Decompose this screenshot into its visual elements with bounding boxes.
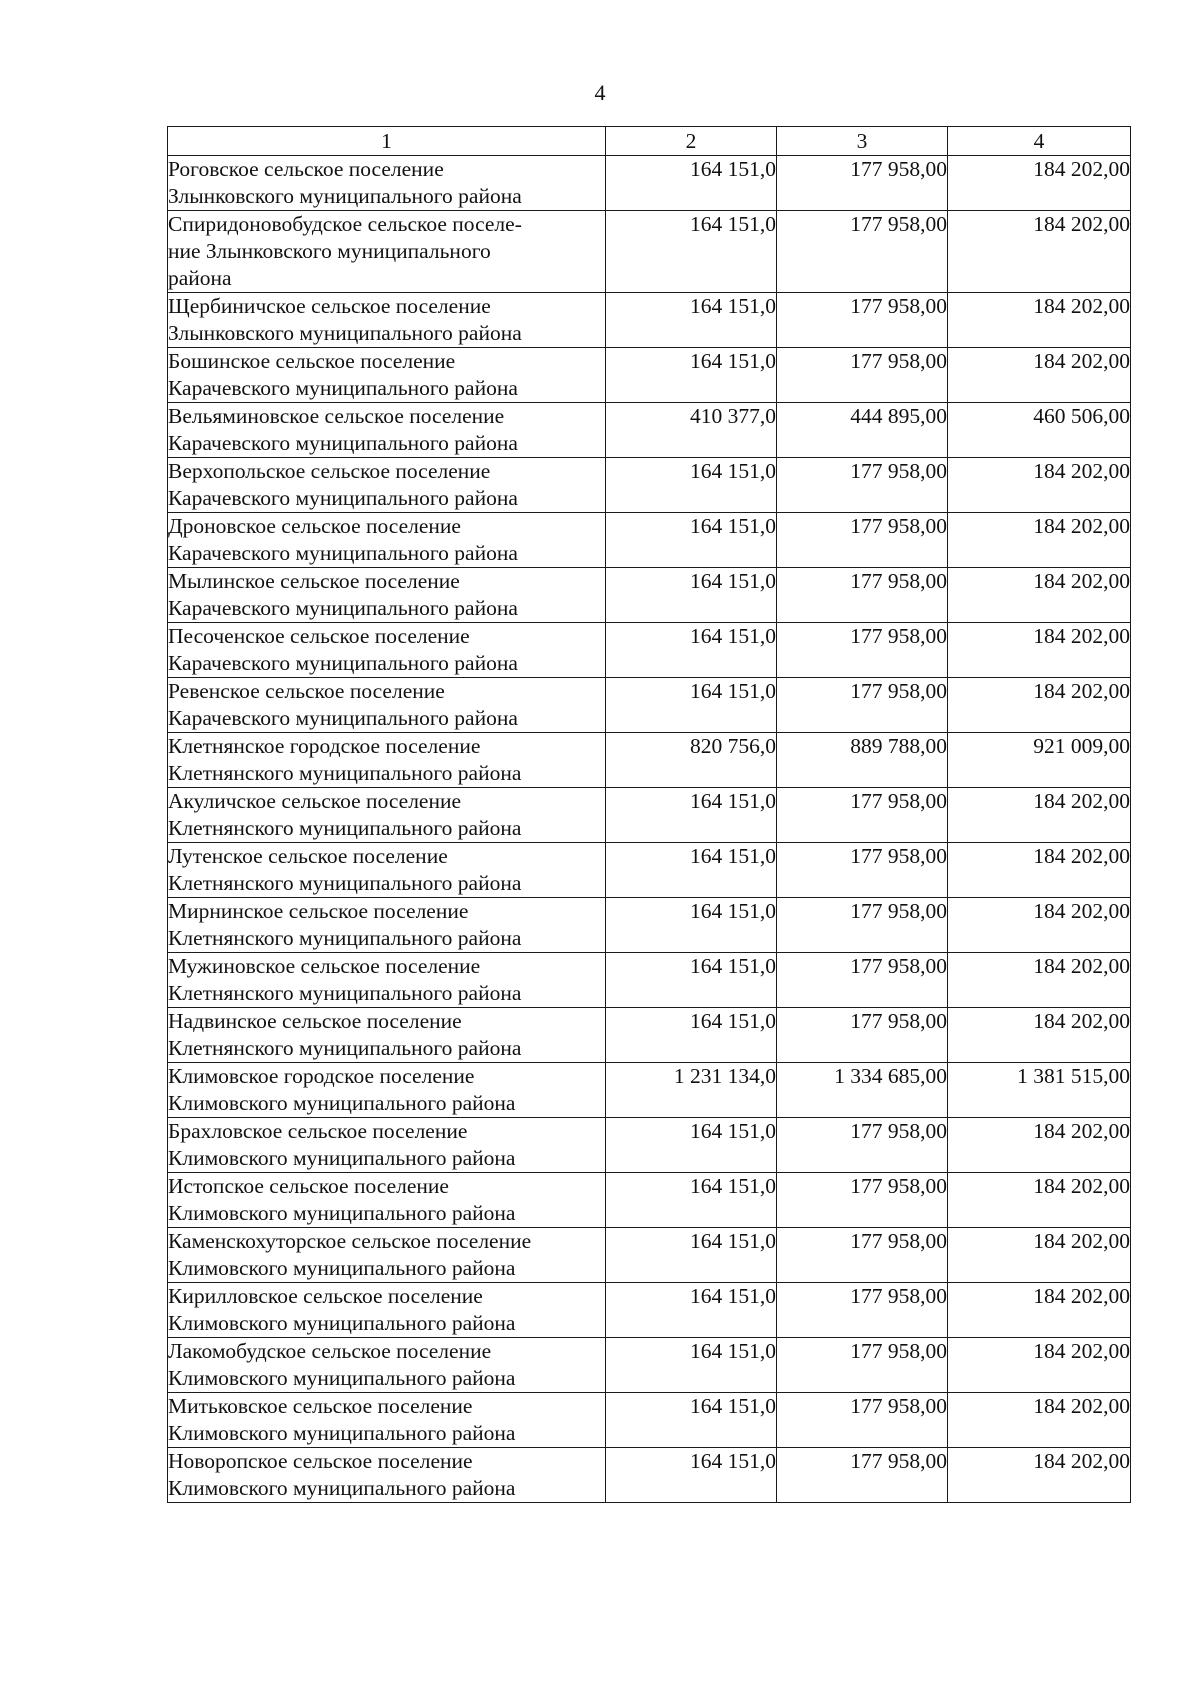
amount-col-2-cell: 164 151,0 <box>606 1008 777 1063</box>
table-row <box>168 678 1131 733</box>
settlement-name-line: Злынковского муниципального района <box>168 321 522 345</box>
amount-col-2-cell: 164 151,0 <box>606 293 777 348</box>
amount-col-3-cell: 177 958,00 <box>777 1173 948 1228</box>
settlement-name-line: района <box>168 266 232 290</box>
table-header-row <box>168 127 1131 156</box>
amount-col-3-cell: 177 958,00 <box>777 1448 948 1503</box>
settlement-name-line: Климовского муниципального района <box>168 1256 516 1280</box>
amount-col-2-cell: 164 151,0 <box>606 568 777 623</box>
amount-col-4-cell: 921 009,00 <box>948 733 1131 788</box>
table-row <box>168 211 1131 293</box>
table-row <box>168 458 1131 513</box>
settlement-name-line: Песоченское сельское поселение <box>168 624 470 648</box>
amount-col-4-cell: 184 202,00 <box>948 1228 1131 1283</box>
amount-col-3-cell: 177 958,00 <box>777 1393 948 1448</box>
settlement-name-cell <box>168 1393 606 1448</box>
settlement-name-line: Надвинское сельское поселение <box>168 1009 462 1033</box>
amount-col-3-cell: 177 958,00 <box>777 1118 948 1173</box>
settlement-name-line: Карачевского муниципального района <box>168 541 518 565</box>
settlement-name-cell <box>168 898 606 953</box>
amount-col-4-cell: 184 202,00 <box>948 1283 1131 1338</box>
column-header-4: 4 <box>948 127 1131 156</box>
amount-col-2-cell: 164 151,0 <box>606 348 777 403</box>
settlement-name-line: Верхопольское сельское поселение <box>168 459 491 483</box>
amount-col-3-cell: 177 958,00 <box>777 293 948 348</box>
amount-col-4-cell: 184 202,00 <box>948 788 1131 843</box>
amount-col-4-cell: 184 202,00 <box>948 623 1131 678</box>
settlement-name-line: Клетнянского муниципального района <box>168 981 522 1005</box>
settlement-name-line: Климовского муниципального района <box>168 1146 516 1170</box>
amount-col-2-cell: 164 151,0 <box>606 843 777 898</box>
settlement-name-cell <box>168 953 606 1008</box>
table-row <box>168 568 1131 623</box>
column-header-3: 3 <box>777 127 948 156</box>
settlement-name-cell <box>168 1448 606 1503</box>
settlement-name-line: Климовского муниципального района <box>168 1421 516 1445</box>
settlement-name-cell <box>168 1008 606 1063</box>
settlement-name-line: Климовского муниципального района <box>168 1311 516 1335</box>
amount-col-4-cell: 184 202,00 <box>948 1173 1131 1228</box>
amount-col-4-cell: 184 202,00 <box>948 678 1131 733</box>
table-body <box>168 156 1131 1503</box>
settlement-name-line: Климовского муниципального района <box>168 1201 516 1225</box>
column-header-1: 1 <box>168 127 606 156</box>
settlement-name-cell <box>168 293 606 348</box>
amount-col-2-cell: 164 151,0 <box>606 788 777 843</box>
amount-col-4-cell: 184 202,00 <box>948 1338 1131 1393</box>
amount-col-2-cell: 820 756,0 <box>606 733 777 788</box>
amount-col-3-cell: 889 788,00 <box>777 733 948 788</box>
table-row <box>168 1448 1131 1503</box>
settlement-name-cell <box>168 843 606 898</box>
amount-col-2-cell: 164 151,0 <box>606 513 777 568</box>
settlement-name-line: Карачевского муниципального района <box>168 651 518 675</box>
settlement-name-line: Дроновское сельское поселение <box>168 514 461 538</box>
settlement-name-line: Карачевского муниципального района <box>168 706 518 730</box>
amount-col-4-cell: 184 202,00 <box>948 1393 1131 1448</box>
settlement-name-line: Клетнянского муниципального района <box>168 761 522 785</box>
settlement-name-cell <box>168 733 606 788</box>
settlement-name-line: Лутенское сельское поселение <box>168 844 448 868</box>
table-row <box>168 788 1131 843</box>
settlement-name-line: Вельяминовское сельское поселение <box>168 404 505 428</box>
amount-col-3-cell: 177 958,00 <box>777 211 948 293</box>
settlement-name-cell <box>168 1118 606 1173</box>
amount-col-4-cell: 184 202,00 <box>948 1008 1131 1063</box>
amount-col-3-cell: 177 958,00 <box>777 458 948 513</box>
settlement-name-line: Роговское сельское поселение <box>168 157 444 181</box>
settlement-name-line: Климовского муниципального района <box>168 1091 516 1115</box>
settlement-name-line: Спиридоновобудское сельское поселе- <box>168 212 522 236</box>
amount-col-2-cell: 164 151,0 <box>606 953 777 1008</box>
amount-col-4-cell: 184 202,00 <box>948 348 1131 403</box>
settlement-name-line: Карачевского муниципального района <box>168 376 518 400</box>
settlement-name-line: Лакомобудское сельское поселение <box>168 1339 492 1363</box>
settlement-name-line: Карачевского муниципального района <box>168 486 518 510</box>
amount-col-3-cell: 177 958,00 <box>777 1008 948 1063</box>
settlement-name-cell <box>168 678 606 733</box>
amount-col-4-cell: 184 202,00 <box>948 953 1131 1008</box>
amount-col-4-cell: 184 202,00 <box>948 1118 1131 1173</box>
amount-col-3-cell: 177 958,00 <box>777 788 948 843</box>
table-row <box>168 623 1131 678</box>
settlement-name-cell <box>168 1063 606 1118</box>
settlement-name-line: Бошинское сельское поселение <box>168 349 456 373</box>
table-row <box>168 733 1131 788</box>
amount-col-4-cell: 184 202,00 <box>948 1448 1131 1503</box>
table-row <box>168 348 1131 403</box>
settlement-name-cell <box>168 1283 606 1338</box>
settlement-name-cell <box>168 156 606 211</box>
settlement-name-line: Клетнянского муниципального района <box>168 926 522 950</box>
settlement-name-line: Клетнянского муниципального района <box>168 816 522 840</box>
settlement-name-line: Ревенское сельское поселение <box>168 679 445 703</box>
table-row <box>168 1118 1131 1173</box>
table-row <box>168 1393 1131 1448</box>
table-row <box>168 1063 1131 1118</box>
amount-col-2-cell: 164 151,0 <box>606 1393 777 1448</box>
amount-col-3-cell: 177 958,00 <box>777 843 948 898</box>
amount-col-3-cell: 177 958,00 <box>777 348 948 403</box>
page-number: 4 <box>594 80 606 105</box>
amount-col-4-cell: 184 202,00 <box>948 293 1131 348</box>
settlement-name-cell <box>168 513 606 568</box>
settlement-name-line: Климовского муниципального района <box>168 1476 516 1500</box>
amount-col-3-cell: 177 958,00 <box>777 678 948 733</box>
settlement-name-line: Новоропское сельское поселение <box>168 1449 473 1473</box>
amount-col-2-cell: 164 151,0 <box>606 623 777 678</box>
amount-col-3-cell: 1 334 685,00 <box>777 1063 948 1118</box>
settlement-name-cell <box>168 1338 606 1393</box>
table-row <box>168 156 1131 211</box>
table-row <box>168 898 1131 953</box>
amount-col-4-cell: 184 202,00 <box>948 458 1131 513</box>
settlement-name-line: Щербиничское сельское поселение <box>168 294 491 318</box>
amount-col-2-cell: 164 151,0 <box>606 1173 777 1228</box>
settlement-name-line: Климовское городское поселение <box>168 1064 475 1088</box>
amount-col-3-cell: 177 958,00 <box>777 568 948 623</box>
amount-col-3-cell: 177 958,00 <box>777 953 948 1008</box>
amount-col-2-cell: 164 151,0 <box>606 1448 777 1503</box>
settlement-name-line: Акуличское сельское поселение <box>168 789 462 813</box>
settlement-name-line: Карачевского муниципального района <box>168 596 518 620</box>
amount-col-4-cell: 184 202,00 <box>948 156 1131 211</box>
column-header-2: 2 <box>606 127 777 156</box>
amount-col-3-cell: 177 958,00 <box>777 513 948 568</box>
table-row <box>168 513 1131 568</box>
settlement-name-line: Мылинское сельское поселение <box>168 569 460 593</box>
settlement-name-line: Митьковское сельское поселение <box>168 1394 473 1418</box>
settlement-name-cell <box>168 348 606 403</box>
amount-col-4-cell: 460 506,00 <box>948 403 1131 458</box>
settlement-name-cell <box>168 568 606 623</box>
settlement-name-cell <box>168 1173 606 1228</box>
settlement-name-line: Клетнянского муниципального района <box>168 871 522 895</box>
amount-col-2-cell: 164 151,0 <box>606 898 777 953</box>
amount-col-2-cell: 164 151,0 <box>606 211 777 293</box>
amount-col-4-cell: 184 202,00 <box>948 843 1131 898</box>
settlement-name-line: Кирилловское сельское поселение <box>168 1284 483 1308</box>
settlement-name-line: Мирнинское сельское поселение <box>168 899 469 923</box>
amount-col-2-cell: 164 151,0 <box>606 156 777 211</box>
amount-col-3-cell: 177 958,00 <box>777 156 948 211</box>
amount-col-4-cell: 184 202,00 <box>948 568 1131 623</box>
amount-col-4-cell: 184 202,00 <box>948 898 1131 953</box>
table-row <box>168 953 1131 1008</box>
amount-col-3-cell: 177 958,00 <box>777 623 948 678</box>
settlement-name-line: Брахловское сельское поселение <box>168 1119 468 1143</box>
table-row <box>168 1338 1131 1393</box>
table-row <box>168 293 1131 348</box>
amount-col-4-cell: 184 202,00 <box>948 513 1131 568</box>
settlement-name-cell <box>168 623 606 678</box>
amount-col-3-cell: 177 958,00 <box>777 898 948 953</box>
table-row <box>168 843 1131 898</box>
settlement-name-line: Климовского муниципального района <box>168 1366 516 1390</box>
amount-col-2-cell: 164 151,0 <box>606 1338 777 1393</box>
settlement-name-line: Клетнянского муниципального района <box>168 1036 522 1060</box>
amount-col-2-cell: 164 151,0 <box>606 1118 777 1173</box>
settlement-name-line: Карачевского муниципального района <box>168 431 518 455</box>
amount-col-3-cell: 177 958,00 <box>777 1283 948 1338</box>
budget-table <box>167 126 1131 1503</box>
settlement-name-line: Каменскохуторское сельское поселение <box>168 1229 532 1253</box>
amount-col-2-cell: 164 151,0 <box>606 458 777 513</box>
amount-col-3-cell: 444 895,00 <box>777 403 948 458</box>
settlement-name-line: ние Злынковского муниципального <box>168 239 491 263</box>
settlement-name-cell <box>168 1228 606 1283</box>
table-row <box>168 1008 1131 1063</box>
amount-col-2-cell: 164 151,0 <box>606 1283 777 1338</box>
table-row <box>168 1283 1131 1338</box>
table-row <box>168 1228 1131 1283</box>
amount-col-4-cell: 184 202,00 <box>948 211 1131 293</box>
table-row <box>168 1173 1131 1228</box>
settlement-name-cell <box>168 788 606 843</box>
table-row <box>168 403 1131 458</box>
amount-col-3-cell: 177 958,00 <box>777 1338 948 1393</box>
settlement-name-line: Злынковского муниципального района <box>168 184 522 208</box>
settlement-name-cell <box>168 211 606 293</box>
settlement-name-line: Истопское сельское поселение <box>168 1174 449 1198</box>
settlement-name-line: Клетнянское городское поселение <box>168 734 481 758</box>
amount-col-3-cell: 177 958,00 <box>777 1228 948 1283</box>
amount-col-2-cell: 164 151,0 <box>606 1228 777 1283</box>
amount-col-2-cell: 1 231 134,0 <box>606 1063 777 1118</box>
settlement-name-line: Мужиновское сельское поселение <box>168 954 481 978</box>
amount-col-4-cell: 1 381 515,00 <box>948 1063 1131 1118</box>
settlement-name-cell <box>168 403 606 458</box>
amount-col-2-cell: 410 377,0 <box>606 403 777 458</box>
amount-col-2-cell: 164 151,0 <box>606 678 777 733</box>
settlement-name-cell <box>168 458 606 513</box>
